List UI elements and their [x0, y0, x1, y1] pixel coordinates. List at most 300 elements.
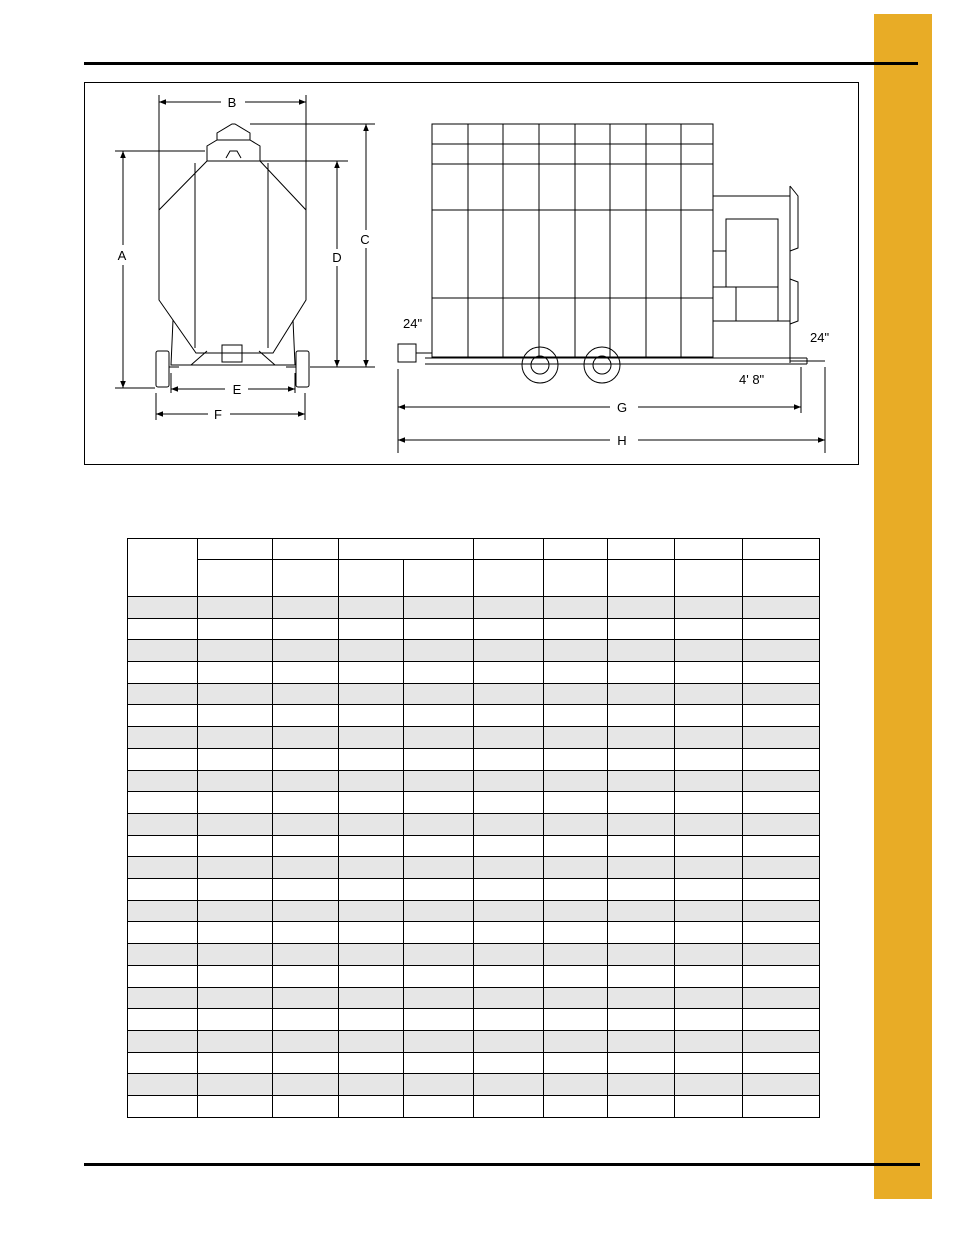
table-row — [128, 1009, 820, 1031]
table-row — [128, 835, 820, 857]
table-cell — [128, 770, 198, 792]
table-cell — [544, 1096, 608, 1118]
header-cell — [474, 559, 544, 596]
table-cell — [128, 1096, 198, 1118]
table-cell — [128, 922, 198, 944]
table-cell — [544, 727, 608, 749]
table-cell — [198, 792, 273, 814]
table-cell — [198, 683, 273, 705]
table-cell — [198, 835, 273, 857]
table-row — [128, 1030, 820, 1052]
table-cell — [128, 1074, 198, 1096]
table-cell — [743, 922, 820, 944]
table-cell — [544, 640, 608, 662]
table-cell — [339, 879, 404, 901]
table-cell — [128, 813, 198, 835]
table-cell — [128, 596, 198, 618]
table-cell — [743, 1074, 820, 1096]
table-cell — [128, 748, 198, 770]
table-cell — [675, 857, 743, 879]
table-cell — [404, 900, 474, 922]
table-cell — [544, 1030, 608, 1052]
table-cell — [675, 879, 743, 901]
table-cell — [675, 813, 743, 835]
table-cell — [128, 618, 198, 640]
table-cell — [675, 1030, 743, 1052]
table-cell — [675, 640, 743, 662]
table-cell — [404, 792, 474, 814]
table-row — [128, 879, 820, 901]
table-cell — [198, 1052, 273, 1074]
table-cell — [743, 879, 820, 901]
label-d: D — [332, 250, 342, 265]
table-cell — [198, 1096, 273, 1118]
table-cell — [474, 748, 544, 770]
header-cell — [608, 559, 675, 596]
table-cell — [128, 965, 198, 987]
table-cell — [675, 1096, 743, 1118]
table-cell — [675, 748, 743, 770]
label-b: B — [227, 95, 237, 110]
table-cell — [608, 1009, 675, 1031]
table-cell — [474, 965, 544, 987]
table-row — [128, 1096, 820, 1118]
yellow-side-tab — [874, 14, 932, 1199]
specification-table — [127, 538, 820, 1118]
table-row — [128, 813, 820, 835]
table-cell — [544, 900, 608, 922]
table-cell — [544, 1052, 608, 1074]
table-cell — [198, 1009, 273, 1031]
table-cell — [339, 835, 404, 857]
table-cell — [339, 944, 404, 966]
table-row — [128, 705, 820, 727]
table-cell — [675, 1052, 743, 1074]
table-cell — [675, 922, 743, 944]
table-cell — [675, 1074, 743, 1096]
table-cell — [339, 1096, 404, 1118]
table-cell — [474, 640, 544, 662]
table-cell — [474, 835, 544, 857]
table-cell — [675, 705, 743, 727]
table-cell — [743, 1052, 820, 1074]
table-cell — [544, 813, 608, 835]
table-cell — [544, 683, 608, 705]
table-cell — [339, 1030, 404, 1052]
table-cell — [339, 727, 404, 749]
header-cell-model — [128, 539, 198, 597]
header-cell — [675, 559, 743, 596]
table-cell — [474, 987, 544, 1009]
table-body — [128, 539, 820, 1118]
table-cell — [608, 770, 675, 792]
table-cell — [675, 596, 743, 618]
table-cell — [608, 987, 675, 1009]
table-cell — [198, 1030, 273, 1052]
table-cell — [544, 1074, 608, 1096]
table-cell — [544, 987, 608, 1009]
table-cell — [198, 748, 273, 770]
table-cell — [675, 835, 743, 857]
table-cell — [273, 900, 339, 922]
table-cell — [743, 683, 820, 705]
table-cell — [339, 770, 404, 792]
table-cell — [273, 1074, 339, 1096]
table-cell — [339, 900, 404, 922]
table-cell — [474, 770, 544, 792]
table-cell — [743, 596, 820, 618]
table-cell — [608, 1074, 675, 1096]
table-cell — [128, 1030, 198, 1052]
table-cell — [273, 618, 339, 640]
table-cell — [743, 662, 820, 684]
table-cell — [128, 835, 198, 857]
table-cell — [608, 944, 675, 966]
table-cell — [339, 922, 404, 944]
label-h: H — [617, 433, 627, 448]
table-cell — [273, 705, 339, 727]
table-cell — [474, 1009, 544, 1031]
table-cell — [474, 813, 544, 835]
table-cell — [273, 683, 339, 705]
header-row-1 — [128, 539, 820, 560]
table-cell — [474, 1030, 544, 1052]
table-cell — [544, 792, 608, 814]
table-cell — [404, 596, 474, 618]
table-cell — [198, 618, 273, 640]
table-cell — [743, 900, 820, 922]
table-cell — [198, 857, 273, 879]
table-cell — [474, 662, 544, 684]
label-c: C — [360, 232, 370, 247]
header-cell-group — [339, 539, 474, 560]
table-cell — [675, 662, 743, 684]
table-row — [128, 683, 820, 705]
table-cell — [339, 857, 404, 879]
table-cell — [339, 705, 404, 727]
table-cell — [273, 662, 339, 684]
table-cell — [128, 792, 198, 814]
table-cell — [743, 944, 820, 966]
table-cell — [404, 683, 474, 705]
table-cell — [404, 922, 474, 944]
table-cell — [404, 857, 474, 879]
table-cell — [198, 596, 273, 618]
header-cell — [198, 559, 273, 596]
table-cell — [675, 618, 743, 640]
label-g: G — [616, 400, 628, 415]
table-cell — [404, 1009, 474, 1031]
table-cell — [608, 857, 675, 879]
table-cell — [198, 727, 273, 749]
table-cell — [198, 987, 273, 1009]
table-cell — [273, 857, 339, 879]
table-cell — [675, 727, 743, 749]
table-cell — [273, 987, 339, 1009]
table-cell — [743, 748, 820, 770]
table-cell — [743, 1030, 820, 1052]
table-cell — [273, 879, 339, 901]
table-cell — [544, 835, 608, 857]
table-cell — [273, 813, 339, 835]
table-cell — [404, 1096, 474, 1118]
table-cell — [474, 857, 544, 879]
table-cell — [404, 1074, 474, 1096]
table-cell — [743, 727, 820, 749]
table-cell — [404, 1052, 474, 1074]
table-cell — [339, 618, 404, 640]
table-cell — [198, 965, 273, 987]
table-cell — [608, 792, 675, 814]
header-cell — [743, 539, 820, 560]
table-row — [128, 770, 820, 792]
table-row — [128, 1074, 820, 1096]
table-cell — [128, 640, 198, 662]
table-cell — [273, 748, 339, 770]
table-cell — [198, 944, 273, 966]
table-cell — [404, 944, 474, 966]
table-cell — [128, 727, 198, 749]
table-cell — [128, 987, 198, 1009]
table-row — [128, 857, 820, 879]
table-cell — [608, 1030, 675, 1052]
table-cell — [675, 900, 743, 922]
table-row — [128, 922, 820, 944]
table-cell — [273, 835, 339, 857]
table-cell — [339, 596, 404, 618]
table-cell — [675, 1009, 743, 1031]
table-cell — [743, 813, 820, 835]
table-cell — [339, 1052, 404, 1074]
table-cell — [544, 922, 608, 944]
table-cell — [544, 944, 608, 966]
table-cell — [404, 835, 474, 857]
table-cell — [675, 987, 743, 1009]
table-cell — [339, 748, 404, 770]
label-f: F — [214, 407, 222, 422]
table-cell — [198, 1074, 273, 1096]
table-cell — [273, 1009, 339, 1031]
table-cell — [544, 618, 608, 640]
table-cell — [339, 640, 404, 662]
table-cell — [198, 662, 273, 684]
table-cell — [743, 792, 820, 814]
header-cell — [273, 559, 339, 596]
table-cell — [608, 640, 675, 662]
table-cell — [743, 770, 820, 792]
header-cell — [675, 539, 743, 560]
table-cell — [198, 705, 273, 727]
table-cell — [339, 1009, 404, 1031]
table-cell — [474, 1074, 544, 1096]
table-cell — [544, 662, 608, 684]
table-cell — [608, 748, 675, 770]
table-cell — [743, 1096, 820, 1118]
table-cell — [339, 662, 404, 684]
label-e: E — [232, 382, 242, 397]
header-cell — [544, 559, 608, 596]
table-cell — [608, 879, 675, 901]
table-cell — [404, 965, 474, 987]
table-cell — [339, 965, 404, 987]
table-cell — [743, 965, 820, 987]
table-cell — [608, 683, 675, 705]
header-rule — [84, 62, 918, 65]
footer-rule — [84, 1163, 920, 1166]
header-cell — [339, 559, 404, 596]
table-cell — [474, 727, 544, 749]
table-cell — [743, 640, 820, 662]
header-cell — [743, 559, 820, 596]
table-cell — [608, 727, 675, 749]
dimension-diagram — [84, 82, 859, 465]
table-cell — [273, 640, 339, 662]
table-cell — [608, 835, 675, 857]
table-cell — [544, 748, 608, 770]
table-row — [128, 662, 820, 684]
table-cell — [404, 987, 474, 1009]
table-cell — [273, 596, 339, 618]
label-hitch-clearance: 24" — [403, 316, 423, 331]
table-cell — [474, 922, 544, 944]
label-right-clearance: 24" — [810, 330, 830, 345]
table-cell — [128, 683, 198, 705]
header-cell — [608, 539, 675, 560]
table-row — [128, 944, 820, 966]
table-cell — [273, 1052, 339, 1074]
table-cell — [608, 813, 675, 835]
label-rear-width: 4' 8" — [739, 372, 765, 387]
header-cell — [544, 539, 608, 560]
header-row-2 — [128, 559, 820, 596]
table-cell — [128, 1052, 198, 1074]
table-cell — [128, 1009, 198, 1031]
table-cell — [608, 1052, 675, 1074]
table-cell — [743, 618, 820, 640]
table-cell — [404, 662, 474, 684]
table-row — [128, 640, 820, 662]
header-cell — [474, 539, 544, 560]
table-cell — [675, 944, 743, 966]
table-cell — [544, 1009, 608, 1031]
table-cell — [608, 900, 675, 922]
header-cell — [273, 539, 339, 560]
table-cell — [743, 835, 820, 857]
table-cell — [474, 705, 544, 727]
table-row — [128, 965, 820, 987]
table-row — [128, 900, 820, 922]
table-cell — [273, 770, 339, 792]
table-cell — [608, 1096, 675, 1118]
table-cell — [544, 965, 608, 987]
table-row — [128, 987, 820, 1009]
header-cell — [404, 559, 474, 596]
table-cell — [273, 727, 339, 749]
table-cell — [474, 683, 544, 705]
table-row — [128, 727, 820, 749]
table-cell — [273, 965, 339, 987]
header-cell — [198, 539, 273, 560]
table-cell — [404, 727, 474, 749]
front-view — [156, 124, 309, 387]
table-cell — [128, 900, 198, 922]
label-a: A — [117, 248, 127, 263]
table-cell — [743, 857, 820, 879]
table-cell — [544, 879, 608, 901]
table-cell — [743, 1009, 820, 1031]
table-cell — [743, 705, 820, 727]
table-row — [128, 1052, 820, 1074]
table-cell — [608, 705, 675, 727]
table-row — [128, 596, 820, 618]
table-cell — [474, 596, 544, 618]
table-cell — [404, 640, 474, 662]
table-cell — [608, 662, 675, 684]
table-cell — [198, 770, 273, 792]
table-cell — [404, 770, 474, 792]
table-cell — [198, 922, 273, 944]
table-cell — [474, 879, 544, 901]
table-cell — [474, 900, 544, 922]
table-cell — [474, 618, 544, 640]
table-cell — [339, 987, 404, 1009]
table-row — [128, 748, 820, 770]
table-cell — [404, 705, 474, 727]
table-cell — [608, 596, 675, 618]
table-cell — [273, 944, 339, 966]
table-cell — [404, 879, 474, 901]
table-cell — [608, 965, 675, 987]
table-cell — [474, 1096, 544, 1118]
table-cell — [544, 705, 608, 727]
table-cell — [273, 922, 339, 944]
table-cell — [128, 705, 198, 727]
side-view — [398, 124, 825, 383]
table-row — [128, 618, 820, 640]
table-cell — [339, 683, 404, 705]
table-cell — [339, 813, 404, 835]
table-cell — [404, 813, 474, 835]
table-cell — [404, 618, 474, 640]
table-cell — [743, 987, 820, 1009]
table-cell — [404, 748, 474, 770]
table-cell — [474, 944, 544, 966]
table-cell — [339, 792, 404, 814]
table-cell — [128, 944, 198, 966]
table-cell — [608, 922, 675, 944]
table-cell — [128, 879, 198, 901]
table-cell — [404, 1030, 474, 1052]
table-cell — [198, 640, 273, 662]
table-cell — [273, 792, 339, 814]
table-cell — [544, 857, 608, 879]
table-cell — [675, 770, 743, 792]
table-cell — [675, 792, 743, 814]
table-cell — [198, 813, 273, 835]
table-cell — [474, 792, 544, 814]
table-cell — [273, 1096, 339, 1118]
table-cell — [198, 900, 273, 922]
table-cell — [608, 618, 675, 640]
table-cell — [675, 683, 743, 705]
table-cell — [128, 662, 198, 684]
table-cell — [474, 1052, 544, 1074]
table-cell — [544, 770, 608, 792]
table-cell — [198, 879, 273, 901]
table-cell — [339, 1074, 404, 1096]
table-cell — [675, 965, 743, 987]
table-cell — [273, 1030, 339, 1052]
